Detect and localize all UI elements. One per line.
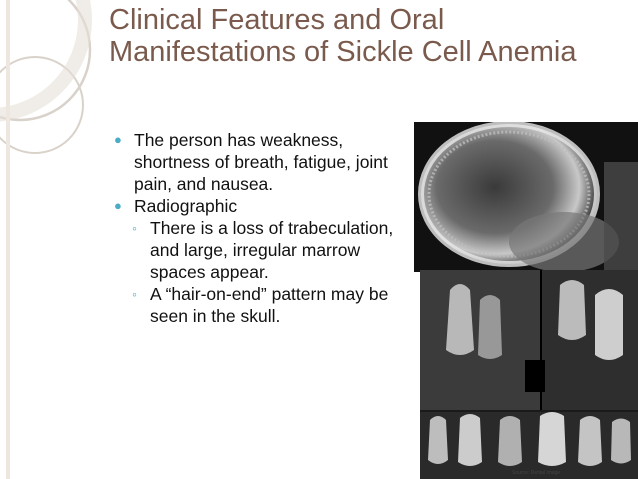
bullet-text: The person has weakness, shortness of breath, fatigue, joint pain, and nausea. <box>134 130 388 194</box>
subbullet-item <box>112 283 412 327</box>
image-caption: Source: Dental image <box>512 470 561 476</box>
bullet-item <box>112 129 412 195</box>
subbullet-marker-icon: ◦ <box>132 220 137 236</box>
subbullet-list <box>112 217 412 327</box>
slide-title: Clinical Features and Oral Manifestations of Sickle Cell Anemia <box>109 4 577 68</box>
teeth-xray-image <box>420 270 638 479</box>
bullet-list <box>112 129 412 327</box>
subbullet-text: There is a loss of trabeculation, and large, irregular marrow spaces appear. <box>150 218 394 282</box>
subbullet-item <box>112 217 412 283</box>
subbullet-text: A “hair-on-end” pattern may be seen in the skull. <box>150 284 389 326</box>
skull-xray-image <box>414 122 638 272</box>
bullet-marker-icon: ● <box>114 198 122 213</box>
bullet-marker-icon: ● <box>114 132 122 147</box>
bullet-item <box>112 195 412 217</box>
subbullet-marker-icon: ◦ <box>132 286 137 302</box>
bullet-text: Radiographic <box>134 196 238 216</box>
